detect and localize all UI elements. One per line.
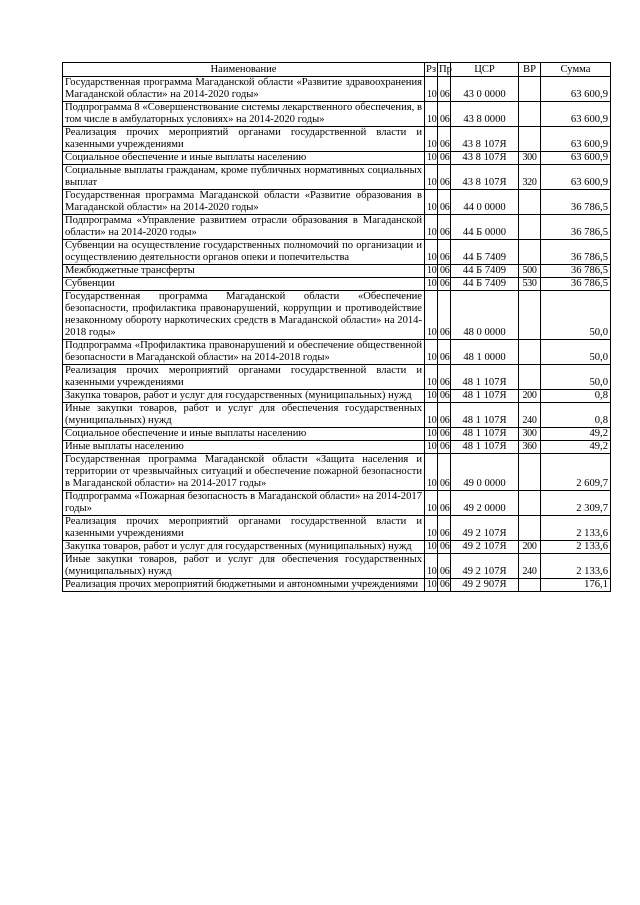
row-vr [519, 516, 541, 541]
row-pr: 06 [438, 454, 451, 491]
row-vr [519, 77, 541, 102]
table-row [63, 240, 611, 265]
row-rz: 10 [425, 491, 438, 516]
row-name: Межбюджетные трансферты [63, 265, 425, 278]
row-sum: 2 133,6 [541, 541, 611, 554]
row-sum: 36 786,5 [541, 240, 611, 265]
table-row [63, 403, 611, 428]
row-sum: 0,8 [541, 390, 611, 403]
row-sum: 49,2 [541, 428, 611, 441]
row-sum: 2 609,7 [541, 454, 611, 491]
row-csr: 48 1 107Я [451, 403, 519, 428]
row-rz: 10 [425, 541, 438, 554]
table-row [63, 541, 611, 554]
row-csr: 44 Б 0000 [451, 215, 519, 240]
row-vr [519, 102, 541, 127]
table-row [63, 554, 611, 579]
row-sum: 63 600,9 [541, 165, 611, 190]
row-pr: 06 [438, 77, 451, 102]
row-csr: 48 1 107Я [451, 365, 519, 390]
row-sum: 176,1 [541, 579, 611, 592]
row-name: Государственная программа Магаданской области «Защита населения и территории от чрезвычайных ситуаций и обеспечение пожарной безопасности в Магаданской области» на 2014-2017 годы» [63, 454, 425, 491]
row-csr: 44 0 0000 [451, 190, 519, 215]
row-vr: 300 [519, 428, 541, 441]
row-rz: 10 [425, 77, 438, 102]
row-rz: 10 [425, 516, 438, 541]
row-sum: 36 786,5 [541, 215, 611, 240]
row-pr: 06 [438, 240, 451, 265]
row-rz: 10 [425, 278, 438, 291]
row-csr: 49 2 107Я [451, 516, 519, 541]
row-sum: 2 133,6 [541, 516, 611, 541]
table-row [63, 454, 611, 491]
row-name: Иные закупки товаров, работ и услуг для обеспечения государственных (муниципальных) нужд [63, 403, 425, 428]
row-sum: 50,0 [541, 365, 611, 390]
header-rz: Рз [426, 63, 437, 75]
header-pr: Пр [439, 63, 452, 75]
table-row [63, 102, 611, 127]
row-pr: 06 [438, 190, 451, 215]
row-pr: 06 [438, 491, 451, 516]
row-rz: 10 [425, 454, 438, 491]
row-vr: 500 [519, 265, 541, 278]
row-vr [519, 491, 541, 516]
row-vr [519, 365, 541, 390]
row-sum: 63 600,9 [541, 102, 611, 127]
row-rz: 10 [425, 554, 438, 579]
row-sum: 2 309,7 [541, 491, 611, 516]
row-pr: 06 [438, 390, 451, 403]
row-csr: 48 1 107Я [451, 390, 519, 403]
row-name: Государственная программа Магаданской области «Обеспечение безопасности, профилактика правонарушений, коррупции и противодействие незаконному обороту наркотических средств в Магаданской области» на 2014-2018 годы» [63, 291, 425, 340]
row-name: Иные закупки товаров, работ и услуг для обеспечения государственных (муниципальных) нужд [63, 554, 425, 579]
row-pr: 06 [438, 554, 451, 579]
row-name: Иные выплаты населению [63, 441, 425, 454]
header-vr: ВР [519, 63, 541, 77]
row-name: Социальное обеспечение и иные выплаты населению [63, 428, 425, 441]
row-sum: 0,8 [541, 403, 611, 428]
row-vr [519, 240, 541, 265]
row-rz: 10 [425, 152, 438, 165]
row-csr: 49 2 907Я [451, 579, 519, 592]
table-row [63, 365, 611, 390]
row-csr: 43 0 0000 [451, 77, 519, 102]
budget-table [62, 62, 611, 592]
row-name: Субвенции на осуществление государственных полномочий по организации и осуществлению деятельности органов опеки и попечительства [63, 240, 425, 265]
row-name: Подпрограмма «Управление развитием отрасли образования в Магаданской области» на 2014-2020 годы» [63, 215, 425, 240]
row-vr: 240 [519, 554, 541, 579]
row-csr: 49 2 107Я [451, 541, 519, 554]
row-csr: 49 2 0000 [451, 491, 519, 516]
row-pr: 06 [438, 365, 451, 390]
row-sum: 36 786,5 [541, 278, 611, 291]
table-row [63, 428, 611, 441]
table-row [63, 278, 611, 291]
table-row [63, 127, 611, 152]
row-pr: 06 [438, 102, 451, 127]
row-sum: 63 600,9 [541, 77, 611, 102]
row-csr: 43 8 107Я [451, 152, 519, 165]
row-pr: 06 [438, 215, 451, 240]
row-csr: 43 8 107Я [451, 165, 519, 190]
row-sum: 2 133,6 [541, 554, 611, 579]
table-row [63, 340, 611, 365]
row-csr: 44 Б 7409 [451, 278, 519, 291]
row-name: Подпрограмма «Профилактика правонарушений и обеспечение общественной безопасности в Магаданской области» на 2014-2018 годы» [63, 340, 425, 365]
row-pr: 06 [438, 579, 451, 592]
row-sum: 50,0 [541, 291, 611, 340]
table-row [63, 152, 611, 165]
table-row [63, 579, 611, 592]
row-name: Субвенции [63, 278, 425, 291]
row-vr: 300 [519, 152, 541, 165]
row-sum: 63 600,9 [541, 127, 611, 152]
row-csr: 48 1 107Я [451, 441, 519, 454]
row-name: Государственная программа Магаданской области «Развитие образования в Магаданской области» на 2014-2020 годы» [63, 190, 425, 215]
row-pr: 06 [438, 291, 451, 340]
row-rz: 10 [425, 265, 438, 278]
row-name: Социальные выплаты гражданам, кроме публичных нормативных социальных выплат [63, 165, 425, 190]
document-page [62, 62, 610, 592]
table-body [63, 77, 611, 592]
row-rz: 10 [425, 165, 438, 190]
row-pr: 06 [438, 265, 451, 278]
row-vr [519, 291, 541, 340]
row-vr: 320 [519, 165, 541, 190]
table-row [63, 516, 611, 541]
row-rz: 10 [425, 190, 438, 215]
row-pr: 06 [438, 541, 451, 554]
row-csr: 49 0 0000 [451, 454, 519, 491]
row-vr [519, 127, 541, 152]
header-name: Наименование [63, 63, 425, 77]
row-pr: 06 [438, 278, 451, 291]
row-pr: 06 [438, 403, 451, 428]
row-pr: 06 [438, 340, 451, 365]
row-name: Реализация прочих мероприятий органами государственной власти и казенными учреждениями [63, 365, 425, 390]
header-row [63, 63, 611, 77]
row-vr: 530 [519, 278, 541, 291]
row-pr: 06 [438, 165, 451, 190]
header-csr: ЦСР [451, 63, 519, 77]
table-row [63, 265, 611, 278]
row-pr: 06 [438, 441, 451, 454]
row-name: Подпрограмма 8 «Совершенствование системы лекарственного обеспечения, в том числе в амбулаторных условиях» на 2014-2020 годы» [63, 102, 425, 127]
row-name: Государственная программа Магаданской области «Развитие здравоохранения Магаданской области» на 2014-2020 годы» [63, 77, 425, 102]
row-rz: 10 [425, 403, 438, 428]
header-sum: Сумма [541, 63, 611, 77]
row-name: Подпрограмма «Пожарная безопасность в Магаданской области» на 2014-2017 годы» [63, 491, 425, 516]
table-row [63, 441, 611, 454]
row-pr: 06 [438, 152, 451, 165]
table-row [63, 291, 611, 340]
row-rz: 10 [425, 291, 438, 340]
row-sum: 63 600,9 [541, 152, 611, 165]
row-name: Реализация прочих мероприятий органами государственной власти и казенными учреждениями [63, 127, 425, 152]
row-sum: 36 786,5 [541, 265, 611, 278]
row-rz: 10 [425, 390, 438, 403]
table-row [63, 190, 611, 215]
row-csr: 44 Б 7409 [451, 265, 519, 278]
table-row [63, 165, 611, 190]
row-vr [519, 190, 541, 215]
row-name: Закупка товаров, работ и услуг для государственных (муниципальных) нужд [63, 390, 425, 403]
row-vr: 200 [519, 541, 541, 554]
table-row [63, 215, 611, 240]
row-vr: 240 [519, 403, 541, 428]
row-vr [519, 454, 541, 491]
row-vr [519, 215, 541, 240]
table-row [63, 491, 611, 516]
row-csr: 48 0 0000 [451, 291, 519, 340]
row-vr: 360 [519, 441, 541, 454]
row-pr: 06 [438, 127, 451, 152]
row-name: Социальное обеспечение и иные выплаты населению [63, 152, 425, 165]
table-row [63, 390, 611, 403]
row-pr: 06 [438, 428, 451, 441]
row-rz: 10 [425, 240, 438, 265]
row-rz: 10 [425, 340, 438, 365]
row-sum: 50,0 [541, 340, 611, 365]
row-vr [519, 340, 541, 365]
row-name: Закупка товаров, работ и услуг для государственных (муниципальных) нужд [63, 541, 425, 554]
row-name: Реализация прочих мероприятий органами государственной власти и казенными учреждениями [63, 516, 425, 541]
row-rz: 10 [425, 127, 438, 152]
row-rz: 10 [425, 428, 438, 441]
row-csr: 48 1 0000 [451, 340, 519, 365]
row-vr: 200 [519, 390, 541, 403]
row-rz: 10 [425, 579, 438, 592]
table-header [63, 63, 611, 77]
row-pr: 06 [438, 516, 451, 541]
row-name: Реализация прочих мероприятий бюджетными и автономными учреждениями [63, 579, 425, 592]
row-csr: 48 1 107Я [451, 428, 519, 441]
row-sum: 49,2 [541, 441, 611, 454]
row-rz: 10 [425, 441, 438, 454]
row-vr [519, 579, 541, 592]
row-csr: 49 2 107Я [451, 554, 519, 579]
row-csr: 43 8 0000 [451, 102, 519, 127]
row-csr: 44 Б 7409 [451, 240, 519, 265]
row-rz: 10 [425, 102, 438, 127]
row-csr: 43 8 107Я [451, 127, 519, 152]
row-sum: 36 786,5 [541, 190, 611, 215]
row-rz: 10 [425, 365, 438, 390]
row-rz: 10 [425, 215, 438, 240]
table-row [63, 77, 611, 102]
